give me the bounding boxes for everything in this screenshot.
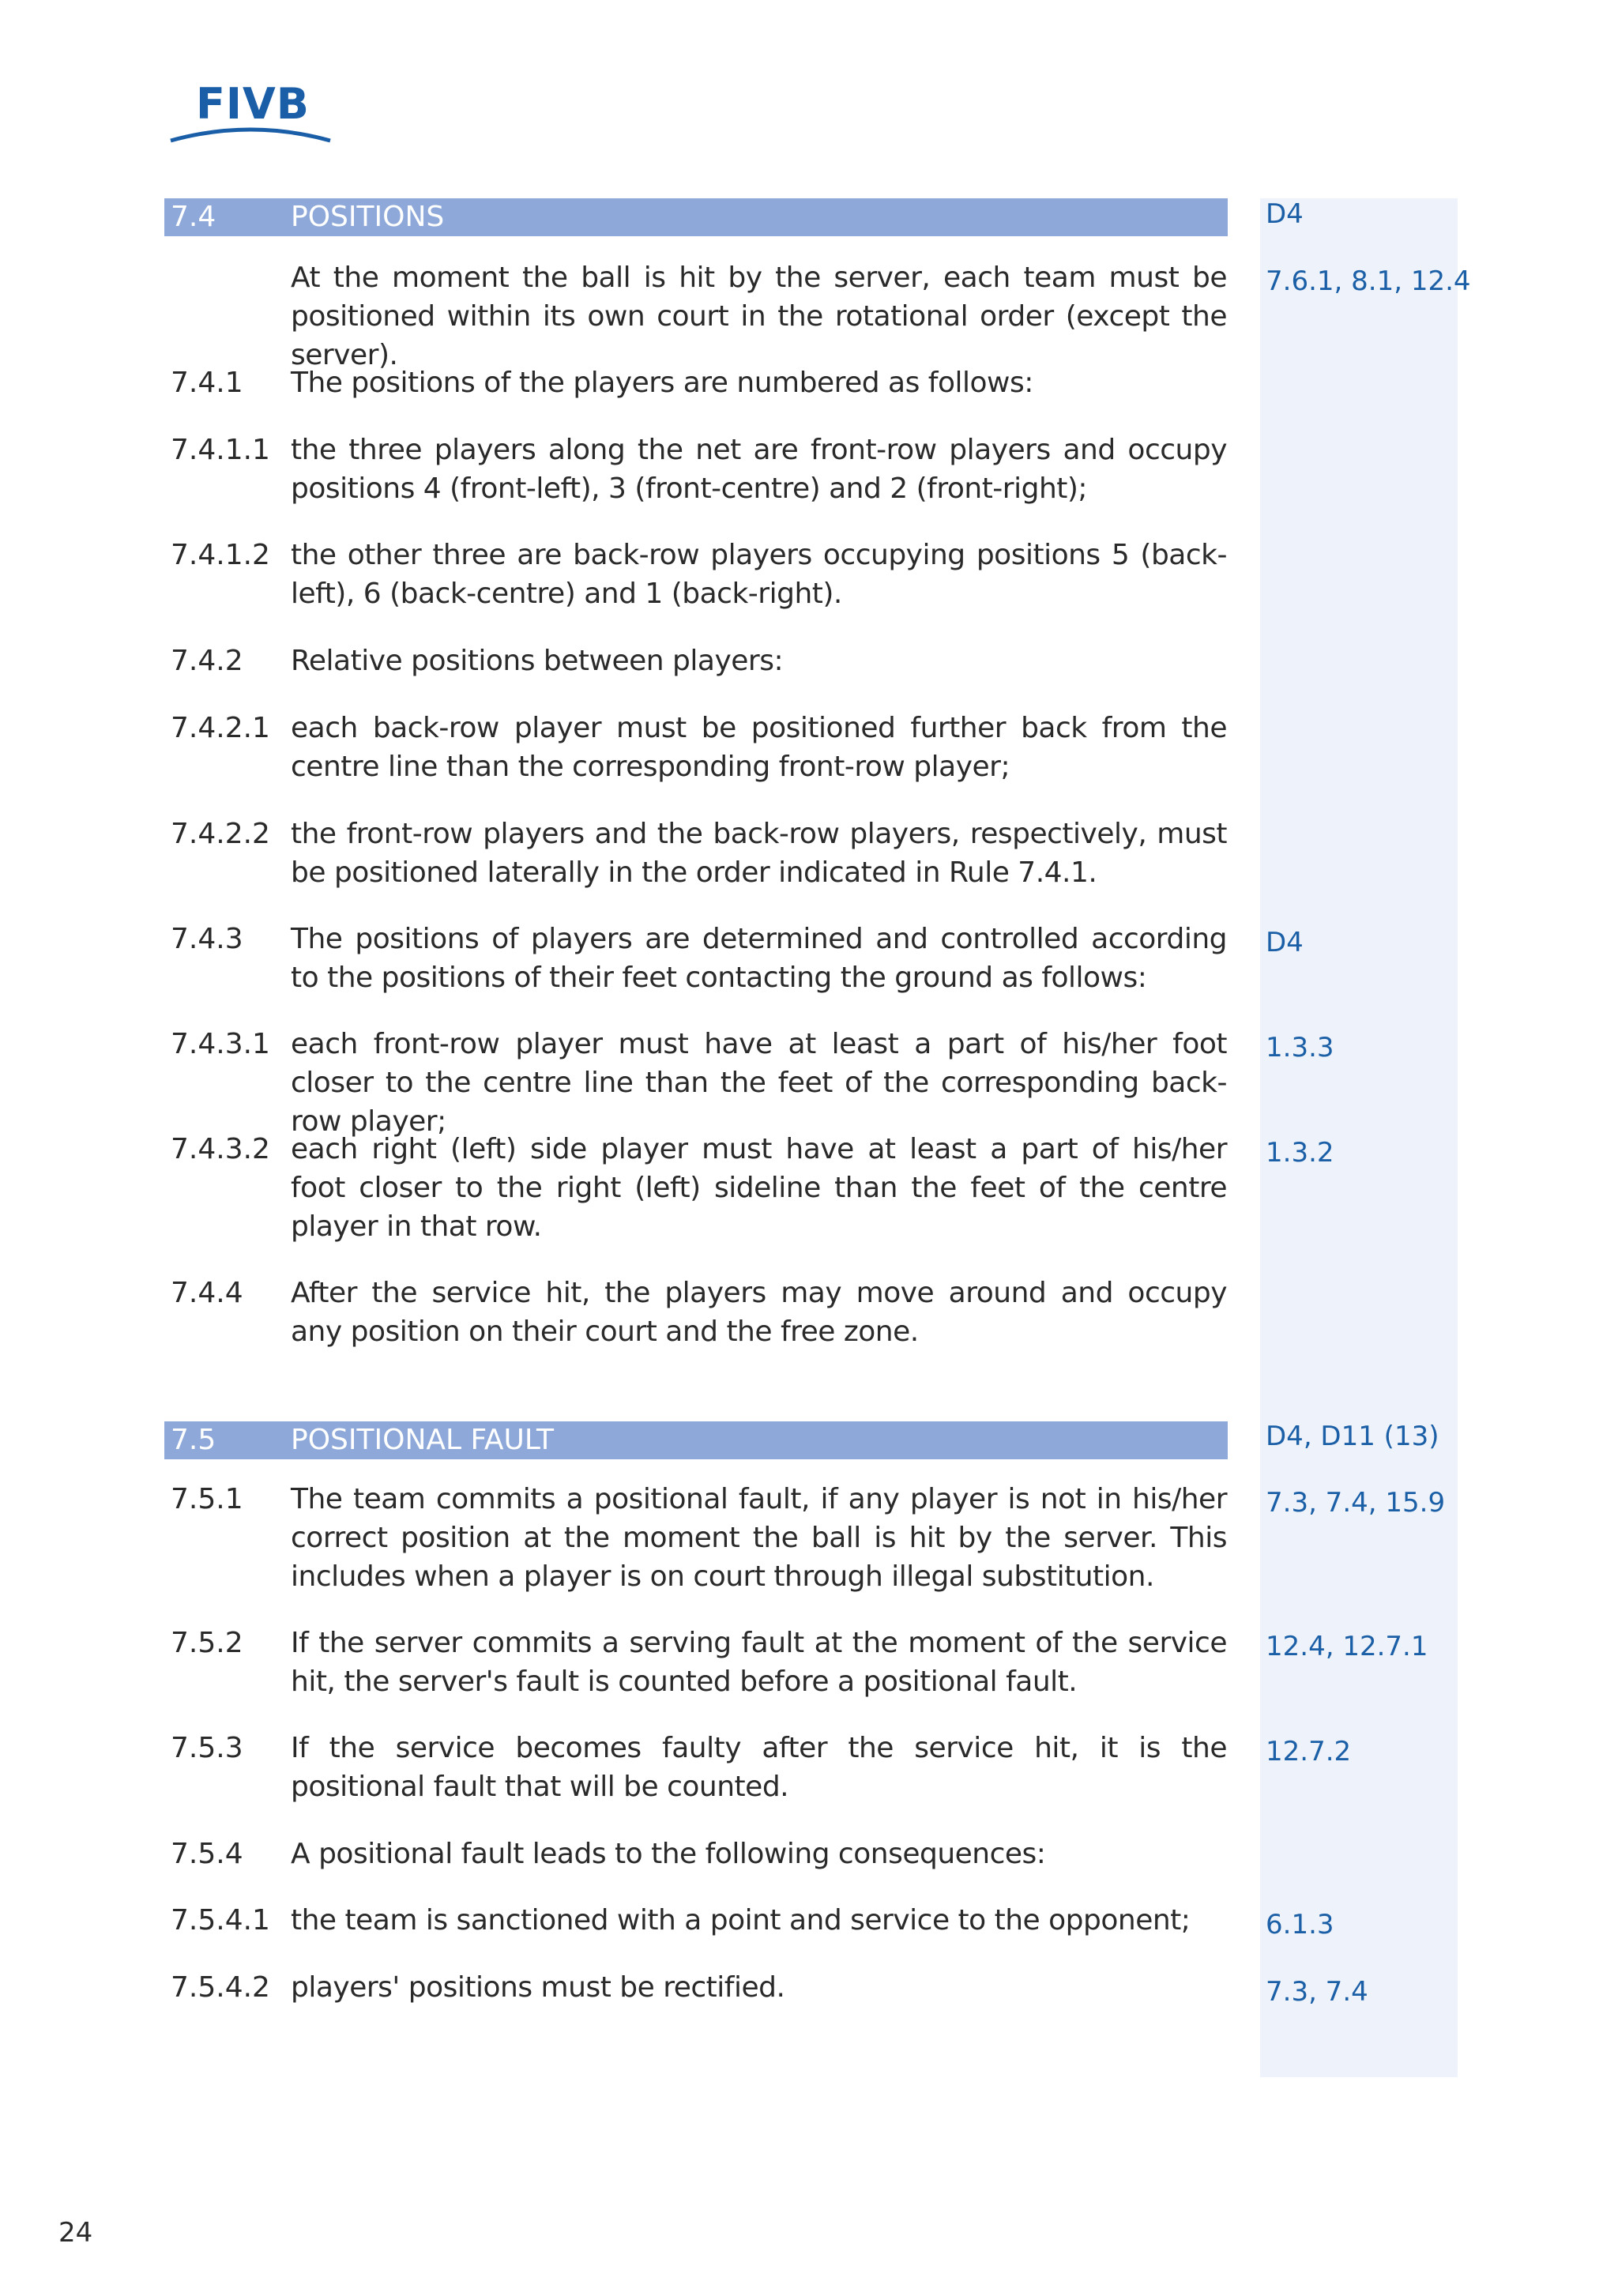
rule-text: the front-row players and the back-row players, respectively, must be positioned laterally in the order indicated in Rule 7.4.1. <box>291 818 1227 889</box>
fivb-logo-text: FIVB <box>196 79 310 129</box>
rule-text: each right (left) side player must have at least a part of his/her foot closer to the right (left) sideline than the feet of the centre player in that row. <box>291 1133 1227 1243</box>
section-ref: D4 <box>1266 198 1304 230</box>
rule-number: 7.5.3 <box>171 1732 243 1764</box>
rule-ref: D4 <box>1266 927 1304 958</box>
rule-number: 7.5.4 <box>171 1838 243 1870</box>
section-number: 7.4 <box>171 201 216 233</box>
rule-ref: 6.1.3 <box>1266 1909 1334 1940</box>
rule-number: 7.5.4.1 <box>171 1904 270 1937</box>
rule-number: 7.4.1.1 <box>171 434 270 466</box>
rule-text: each front-row player must have at least a part of his/her foot closer to the centre line than the feet of the corresponding back-row player; <box>291 1028 1227 1138</box>
rule-number: 7.5.1 <box>171 1483 243 1515</box>
page-number: 24 <box>58 2217 93 2249</box>
rule-number: 7.4.3 <box>171 923 243 955</box>
rule-text: At the moment the ball is hit by the server, each team must be positioned within its own court in the rotational order (except the server). <box>291 262 1227 371</box>
rule-ref: 7.6.1, 8.1, 12.4 <box>1266 265 1471 297</box>
fivb-logo-swoosh <box>167 79 333 150</box>
rule-text: A positional fault leads to the following consequences: <box>291 1838 1046 1870</box>
rule-number: 7.4.3.2 <box>171 1133 270 1165</box>
rule-text: each back-row player must be positioned further back from the centre line than the corresponding front-row player; <box>291 712 1227 783</box>
fivb-logo <box>167 79 333 150</box>
rule-text: If the server commits a serving fault at the moment of the service hit, the server's fault is counted before a positional fault. <box>291 1627 1227 1698</box>
rule-number: 7.4.1.2 <box>171 539 270 571</box>
rule-text: After the service hit, the players may move around and occupy any position on their court and the free zone. <box>291 1277 1227 1348</box>
rule-ref: 1.3.2 <box>1266 1137 1334 1169</box>
rule-text: the team is sanctioned with a point and service to the opponent; <box>291 1904 1191 1937</box>
rule-text: Relative positions between players: <box>291 645 784 677</box>
rule-number: 7.5.4.2 <box>171 1971 270 2004</box>
rule-number: 7.4.1 <box>171 367 243 399</box>
rule-ref: 12.4, 12.7.1 <box>1266 1631 1428 1662</box>
rule-text: the other three are back-row players occupying positions 5 (back-left), 6 (back-centre) and 1 (back-right). <box>291 539 1227 610</box>
rule-text: the three players along the net are front-row players and occupy positions 4 (front-left), 3 (front-centre) and 2 (front-right); <box>291 434 1227 505</box>
rule-number: 7.4.2.1 <box>171 712 270 744</box>
rule-number: 7.4.3.1 <box>171 1028 270 1060</box>
section-header-7-5 <box>164 1421 1228 1459</box>
rule-text: The positions of the players are numbered as follows: <box>291 367 1033 399</box>
rule-ref: 7.3, 7.4 <box>1266 1976 1368 2008</box>
rule-text: The team commits a positional fault, if any player is not in his/her correct position at the moment the ball is hit by the server. This includes when a player is on court through illegal substitution. <box>291 1483 1227 1593</box>
rule-number: 7.4.2 <box>171 645 243 677</box>
rule-text: The positions of players are determined and controlled according to the positions of their feet contacting the ground as follows: <box>291 923 1227 994</box>
rule-ref: 1.3.3 <box>1266 1032 1334 1063</box>
section-title: POSITIONS <box>291 201 445 233</box>
rule-text: If the service becomes faulty after the service hit, it is the positional fault that will be counted. <box>291 1732 1227 1803</box>
rule-ref: 7.3, 7.4, 15.9 <box>1266 1487 1446 1519</box>
section-header-7-4 <box>164 198 1228 236</box>
section-title: POSITIONAL FAULT <box>291 1424 554 1456</box>
rule-number: 7.4.2.2 <box>171 818 270 850</box>
rule-number: 7.5.2 <box>171 1627 243 1659</box>
rule-number: 7.4.4 <box>171 1277 243 1309</box>
section-number: 7.5 <box>171 1424 216 1456</box>
rule-ref: 12.7.2 <box>1266 1736 1352 1767</box>
section-ref: D4, D11 (13) <box>1266 1421 1439 1452</box>
rule-text: players' positions must be rectified. <box>291 1971 785 2004</box>
